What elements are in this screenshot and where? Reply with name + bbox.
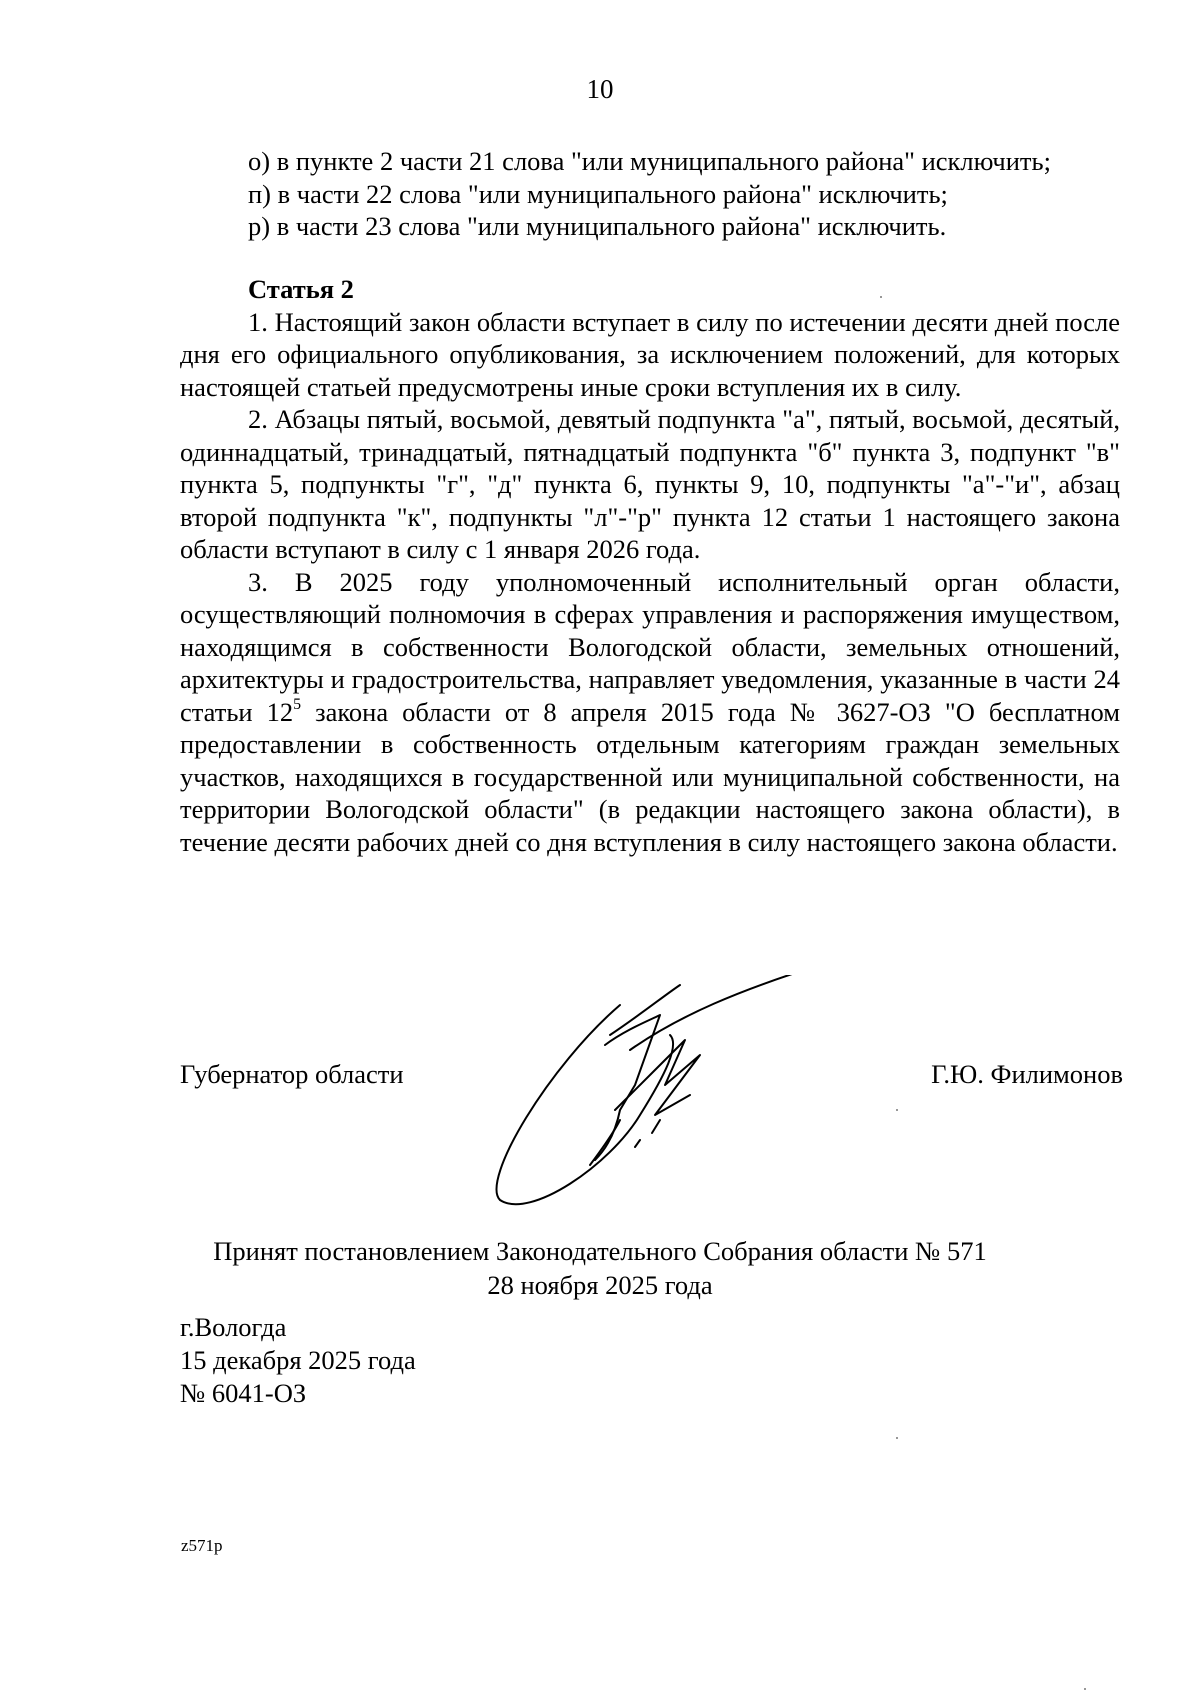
amendment-item: р) в части 23 слова "или муниципального района" исключить. [248, 211, 947, 241]
adoption-resolution: Принят постановлением Законодательного Собрания области № 571 [213, 1236, 987, 1266]
scan-speck [880, 296, 882, 298]
scan-speck [896, 1109, 898, 1111]
signatory-name: Г.Ю. Филимонов [931, 1059, 1123, 1089]
handwritten-signature [490, 975, 830, 1210]
place-and-date [180, 1311, 416, 1410]
amendment-items [180, 145, 1120, 243]
article-paragraph-1: 1. Настоящий закон области вступает в силу по истечении десяти дней после дня его официального опубликования, за исключением положений, для которых настоящей статьей предусмотрены иные сроки вступления их в силу. [180, 306, 1120, 402]
signatory-title: Губернатор области [180, 1059, 404, 1089]
article-paragraph-3 [180, 566, 1120, 859]
paragraph-3-text: 3. В 2025 году уполномоченный исполнительный орган области, осуществляющий полномочия в сферах управления и распоряжения имуществом, находящимся в собственности Вологодской области, земельных отношений, архитектуры и градостроительства, направляет уведомления, указанные в части 24 статьи 12 [180, 566, 1120, 727]
signing-date: 15 декабря 2025 года [180, 1345, 416, 1375]
scan-speck [1084, 1688, 1086, 1690]
scan-speck [896, 1437, 898, 1439]
article-2 [180, 273, 1120, 858]
law-number: № 6041-ОЗ [180, 1378, 307, 1408]
city: г.Вологда [180, 1312, 287, 1342]
article-number-superscript: 5 [293, 695, 302, 713]
page-number: 10 [586, 74, 614, 104]
adoption-date: 28 ноября 2025 года [487, 1270, 713, 1300]
article-paragraph-2: 2. Абзацы пятый, восьмой, девятый подпункта "а", пятый, восьмой, десятый, одиннадцатый, тринадцатый, пятнадцатый подпункта "б" пункта 3, подпункт "в" пункта 5, подпункты "г", "д" пункта 6, пункты 9, 10, подпункты "а"-"и", абзац второй подпункта "к", подпункты "л"-"р" пункта 12 статьи 1 настоящего закона области вступают в силу с 1 января 2026 года. [180, 404, 1120, 564]
article-heading: Статья 2 [248, 274, 354, 304]
adoption-note [0, 1234, 1200, 1302]
amendment-item: о) в пункте 2 части 21 слова "или муниципального района" исключить; [248, 146, 1051, 176]
amendment-item: п) в части 22 слова "или муниципального района" исключить; [248, 178, 948, 209]
paragraph-3-text-continued: закона области от 8 апреля 2015 года № 3627-ОЗ "О бесплатном предоставлении в собственность отдельным категориям граждан земельных участков, находящихся в государственной или муниципальной собственности, на территории Вологодской области" (в редакции настоящего закона области), в течение десяти рабочих дней со дня вступления в силу настоящего закона области. [180, 696, 1121, 857]
document-code: z571p [181, 1536, 223, 1555]
